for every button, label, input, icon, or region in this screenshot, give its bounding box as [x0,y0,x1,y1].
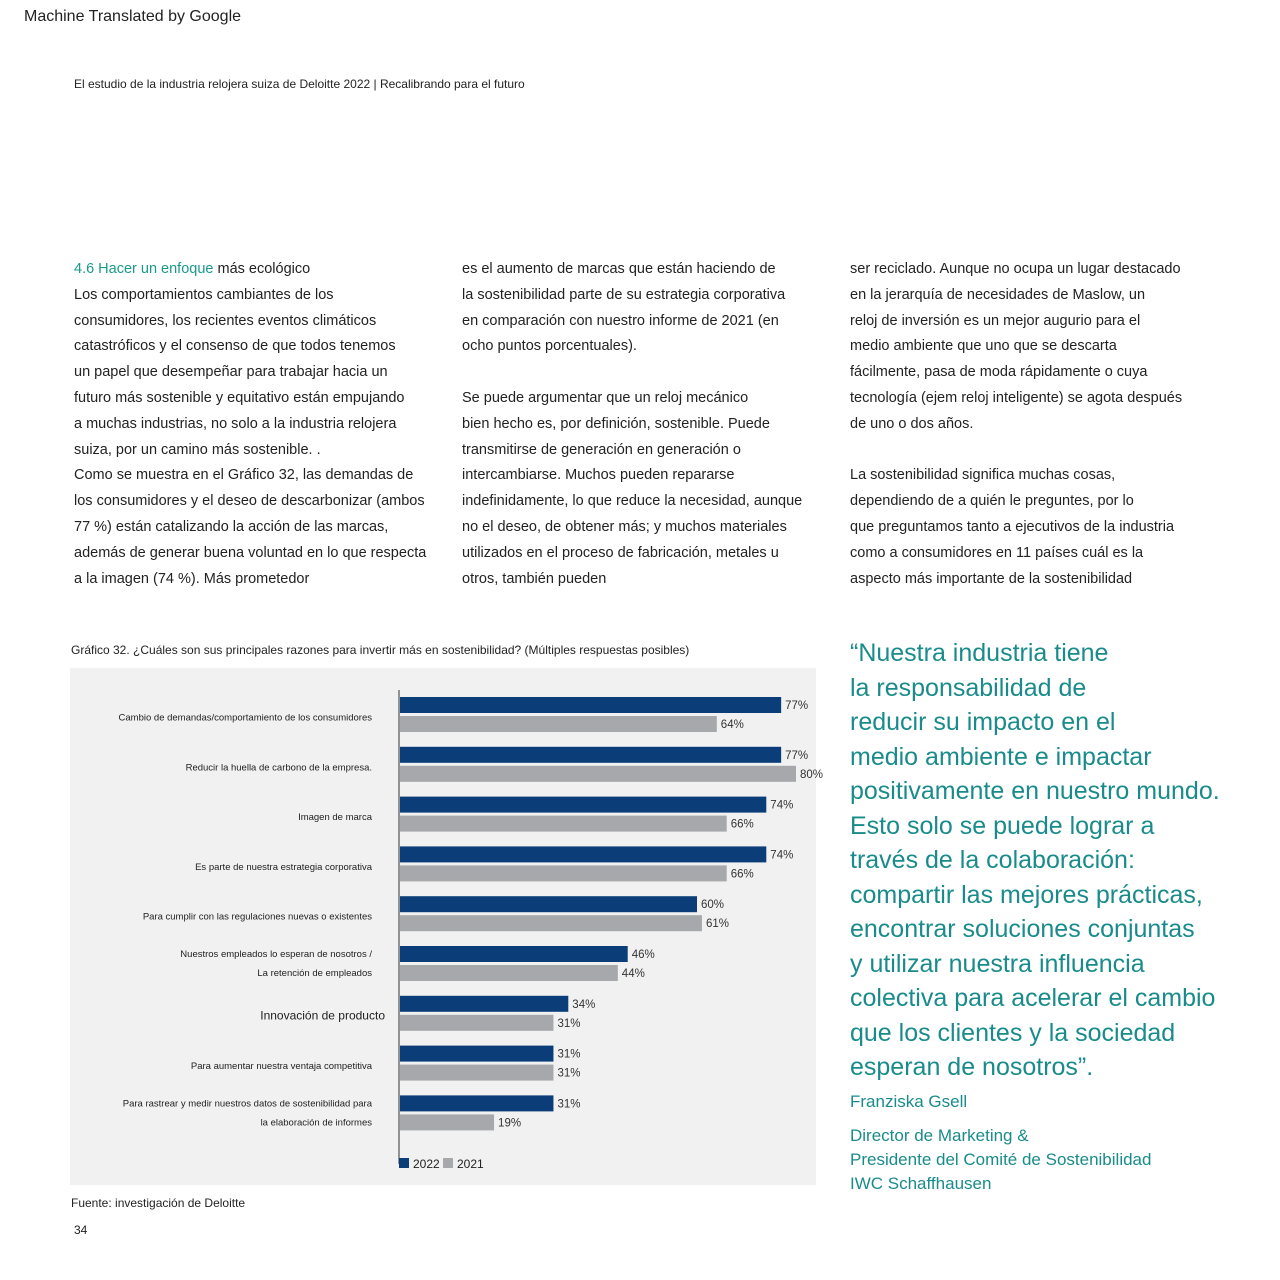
text-line: medio ambiente e impactar [850,742,1152,771]
bar-chart-svg [70,668,824,1185]
category-label: Para aumentar nuestra ventaja competitiva [190,1061,372,1073]
bar-2021 [400,716,717,732]
bar-2021 [400,766,796,782]
text-line: IWC Schaffhausen [850,1174,992,1193]
section-title-rest: más ecológico [213,261,311,277]
bar-2021 [400,865,727,881]
text-line: Como se muestra en el Gráfico 32, las demandas de [74,467,414,484]
col3-paragraph-2 [850,463,1220,592]
data-label: 77% [785,700,809,712]
col1-body [74,283,444,593]
text-line: la responsabilidad de [850,673,1087,702]
text-line: es el aumento de marcas que están haciendo de [462,261,776,277]
page-number: 34 [74,1223,88,1237]
pull-quote [850,636,1260,1085]
section-number: 4.6 Hacer un enfoque [74,261,214,277]
text-column-1 [74,257,444,592]
text-line: ocho puntos porcentuales). [462,338,637,355]
text-line: reloj de inversión es un mejor augurio para el [850,312,1141,329]
text-line: esperan de nosotros”. [850,1053,1094,1081]
text-line: y utilizar nuestra influencia [850,949,1145,978]
text-line: ser reciclado. Aunque no ocupa un lugar destacado [850,261,1181,277]
bar-2022 [400,846,766,862]
text-line: bien hecho es, por definición, sostenible. Puede [462,415,770,432]
text-line: que los clientes y la sociedad [850,1018,1176,1047]
quote-attribution [850,1092,1260,1196]
data-label: 80% [800,768,824,781]
running-header: El estudio de la industria relojera suiza de Deloitte 2022 | Recalibrando para el futuro [74,77,525,91]
col3-paragraph-1 [850,257,1220,438]
text-line: la sostenibilidad parte de su estrategia corporativa [462,286,786,303]
legend-label: 2022 [413,1157,440,1171]
bar-2022 [400,996,568,1012]
data-label: 60% [701,899,725,912]
text-line: medio ambiente que uno que se descarta [850,338,1117,355]
text-line: aspecto más importante de la sostenibilidad [850,570,1133,587]
attribution-role [850,1124,1260,1196]
category-label: Para rastrear y medir nuestros datos de sostenibilidad para [122,1098,372,1110]
text-line: no el deseo, de obtener más; y muchos materiales [462,518,787,535]
data-label: 19% [498,1117,522,1130]
col2-paragraph-2 [462,386,832,592]
text-line: en comparación con nuestro informe de 2021 (en [462,312,779,329]
bar-2021 [400,1114,494,1130]
legend-label: 2021 [457,1157,484,1171]
section-heading [74,257,444,283]
text-line: compartir las mejores prácticas, [850,880,1203,909]
text-line: un papel que desempeñar para trabajar hacia un [74,364,388,381]
text-line: “Nuestra industria tiene [850,639,1109,667]
category-label: Para cumplir con las regulaciones nuevas o existentes [142,911,372,923]
data-label: 66% [730,868,754,881]
attribution-name: Franziska Gsell [850,1092,968,1111]
bar-2022 [400,797,766,813]
bar-2022 [400,747,781,763]
bar-2021 [400,816,727,832]
chart-title: Gráfico 32. ¿Cuáles son sus principales razones para invertir más en sostenibilidad? (Múltiples respuestas posibles) [71,643,690,657]
text-line: consumidores, los recientes eventos climáticos [74,312,377,329]
text-line: a la imagen (74 %). Más prometedor [74,570,310,587]
legend-swatch-2021 [443,1158,453,1168]
text-line: Esto solo se puede lograr a [850,811,1155,840]
bar-2021 [400,915,702,931]
text-line: además de generar buena voluntad en lo que respecta [74,544,427,561]
text-line: utilizados en el proceso de fabricación, metales u [462,544,779,561]
text-line: los consumidores y el deseo de descarbonizar (ambos [74,493,425,510]
data-label: 66% [730,818,754,831]
text-line: en la jerarquía de necesidades de Maslow, un [850,286,1146,303]
text-line: intercambiarse. Muchos pueden repararse [462,467,735,484]
bar-2021 [400,1065,553,1081]
text-line: otros, también pueden [462,570,607,587]
text-line: través de la colaboración: [850,846,1135,874]
col2-paragraph-1 [462,257,832,360]
text-line: reducir su impacto en el [850,708,1116,736]
text-line: transmitirse de generación en generación o [462,441,741,458]
text-line: encontrar soluciones conjuntas [850,915,1195,943]
bar-2022 [400,1046,553,1062]
text-line: de uno o dos años. [850,415,974,432]
chart-source: Fuente: investigación de Deloitte [71,1196,246,1210]
bar-2021 [400,1015,553,1031]
data-label: 31% [557,1067,581,1080]
data-label: 77% [785,749,809,762]
text-line: Director de Marketing & [850,1126,1029,1145]
data-label: 34% [572,998,596,1011]
bar-2022 [400,697,781,713]
text-line: catastróficos y el consenso de que todos tenemos [74,338,396,355]
category-label: la elaboración de informes [260,1117,372,1129]
text-column-3 [850,257,1220,592]
text-line: dependiendo de a quién le preguntes, por lo [850,493,1134,510]
text-line: Presidente del Comité de Sostenibilidad [850,1150,1152,1169]
legend-swatch-2022 [399,1158,409,1168]
text-line: positivamente en nuestro mundo. [850,777,1220,805]
text-line: tecnología (ejem reloj inteligente) se agota después [850,389,1183,406]
bar-chart [70,668,824,1185]
text-line: futuro más sostenible y equitativo están empujando [74,389,405,406]
data-label: 44% [621,968,645,980]
category-label: Nuestros empleados lo esperan de nosotros / [180,949,372,960]
text-line: Los comportamientos cambiantes de los [74,286,334,303]
machine-translation-banner: Machine Translated by Google [24,8,242,25]
data-label: 61% [705,918,729,931]
data-label: 74% [770,849,794,862]
text-line: indefinidamente, lo que reduce la necesidad, aunque [462,493,803,510]
text-line: 77 %) están catalizando la acción de las marcas, [74,518,389,535]
text-line: que preguntamos tanto a ejecutivos de la industria [850,518,1175,535]
text-column-2 [462,257,832,592]
bar-2021 [400,965,618,981]
text-line: fácilmente, pasa de moda rápidamente o cuya [850,364,1148,381]
category-label: La retención de empleados [257,968,372,979]
text-line: La sostenibilidad significa muchas cosas, [850,467,1116,484]
data-label: 31% [557,1048,581,1061]
category-label: Reducir la huella de carbono de la empresa. [185,762,372,774]
data-label: 31% [557,1017,581,1030]
data-label: 31% [557,1098,581,1111]
text-line: colectiva para acelerar el cambio [850,984,1216,1012]
text-line: como a consumidores en 11 países cuál es la [850,544,1144,561]
bar-2022 [400,1095,553,1111]
text-line: a muchas industrias, no solo a la industria relojera [74,415,397,432]
category-label: Imagen de marca [298,812,372,824]
bar-2022 [400,896,697,912]
text-line: suiza, por un camino más sostenible. . [74,441,321,458]
category-label: Cambio de demandas/comportamiento de los consumidores [118,712,372,724]
category-label: Es parte de nuestra estrategia corporativa [195,861,372,873]
data-label: 64% [720,719,744,731]
category-label: Innovación de producto [260,1008,385,1023]
bar-2022 [400,946,628,962]
data-label: 46% [631,949,655,961]
text-line: Se puede argumentar que un reloj mecánico [462,389,749,406]
data-label: 74% [770,799,794,812]
